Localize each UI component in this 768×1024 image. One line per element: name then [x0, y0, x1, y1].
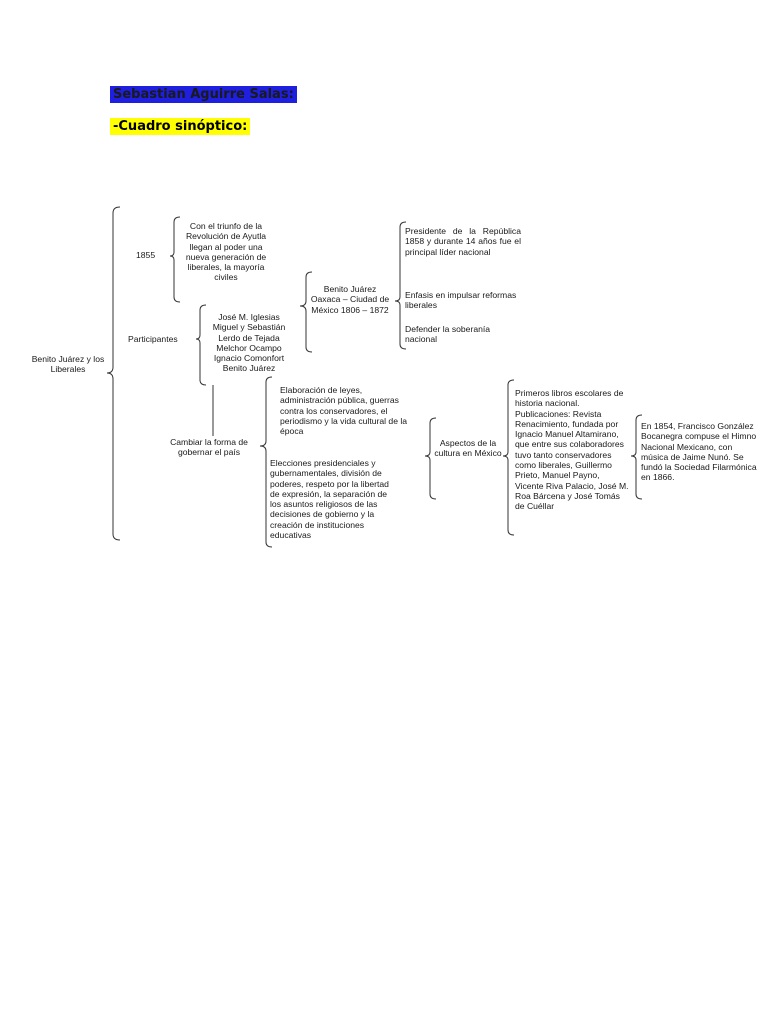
juarez-summary: Benito Juárez Oaxaca – Ciudad de México 1806 – 1872 [310, 284, 390, 315]
participant-names: José M. Iglesias Miguel y Sebastián Lerdo de Tejada Melchor Ocampo Ignacio Comonfort Benito Juárez [212, 312, 286, 374]
juarez-point-3: Defender la soberanía nacional [405, 324, 491, 345]
bracket-main [107, 207, 120, 540]
bracket-cultura [503, 380, 514, 535]
juarez-point-1: Presidente de la República 1858 y durante 14 años fue el principal líder nacional [405, 226, 521, 257]
bracket-1855 [170, 217, 180, 302]
juarez-point-2: Enfasis en impulsar reformas liberales [405, 290, 517, 311]
label-cambiar: Cambiar la forma de gobernar el país [170, 437, 248, 458]
detail-1855: Con el triunfo de la Revolución de Ayutla llegan al poder una nueva generación de liberales, la mayoría civiles [185, 221, 267, 283]
label-1855: 1855 [136, 250, 156, 260]
gobernar-point-2: Elecciones presidenciales y gubernamentales, división de poderes, respeto por la libertad de expresión, la separación de los asuntos religiosos de las decisiones de gobierno y la creación de instituciones educativas [270, 458, 389, 541]
cultura-detail: Primeros libros escolares de historia nacional. Publicaciones: Revista Renacimiento, fundada por Ignacio Manuel Altamirano, que entre sus colaboradores tuvo tanto conservadores como liberales, Guillermo Prieto, Manuel Payno, Vicente Riva Palacio, José M. Roa Bárcena y José Tomás de Cuéllar [515, 388, 629, 512]
author-name: Sebastian Aguirre Salas: [110, 86, 297, 103]
himno-detail: En 1854, Francisco González Bocanegra compuse el Himno Nacional Mexicano, con música de Jaime Nunó. Se fundó la Sociedad Filarmónica en 1866. [641, 421, 757, 483]
document-subtitle: -Cuadro sinóptico: [110, 118, 250, 135]
gobernar-point-1: Elaboración de leyes, administración pública, guerras contra los conservadores, el periodismo y la vida cultural de la época [280, 385, 408, 437]
label-aspectos-cultura: Aspectos de la cultura en México [434, 438, 502, 459]
bracket-participantes [196, 305, 206, 385]
label-participantes: Participantes [128, 334, 178, 344]
root-topic: Benito Juárez y los Liberales [31, 354, 105, 375]
